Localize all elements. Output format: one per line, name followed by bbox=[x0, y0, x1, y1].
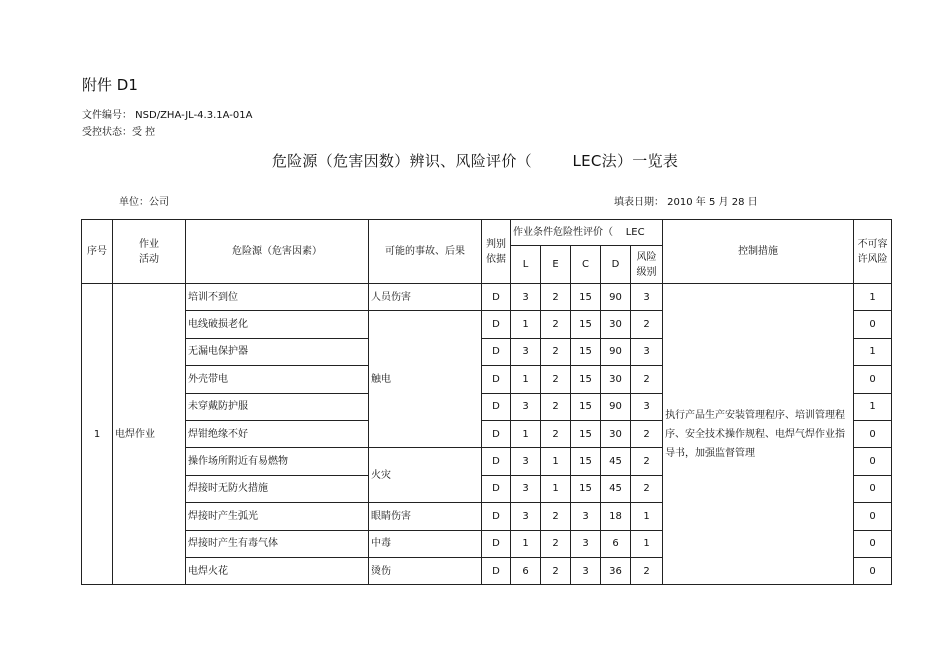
cell-l: 1 bbox=[511, 420, 541, 447]
header-level: 风险 级别 bbox=[631, 246, 663, 284]
header-l: L bbox=[511, 246, 541, 284]
cell-consequence: 眼睛伤害 bbox=[369, 503, 482, 530]
cell-consequence: 触电 bbox=[369, 311, 482, 448]
cell-unacceptable: 0 bbox=[854, 420, 892, 447]
cell-c: 15 bbox=[571, 393, 601, 420]
cell-d: 6 bbox=[601, 530, 631, 557]
header-measures: 控制措施 bbox=[663, 220, 854, 284]
cell-e: 2 bbox=[541, 503, 571, 530]
cell-d: 30 bbox=[601, 420, 631, 447]
cell-d: 45 bbox=[601, 448, 631, 475]
cell-e: 2 bbox=[541, 311, 571, 338]
cell-d: 30 bbox=[601, 366, 631, 393]
cell-d: 18 bbox=[601, 503, 631, 530]
cell-d: 30 bbox=[601, 311, 631, 338]
cell-consequence: 中毒 bbox=[369, 530, 482, 557]
cell-l: 1 bbox=[511, 366, 541, 393]
cell-unacceptable: 1 bbox=[854, 393, 892, 420]
cell-basis: D bbox=[482, 557, 511, 584]
cell-l: 1 bbox=[511, 311, 541, 338]
cell-e: 2 bbox=[541, 284, 571, 311]
cell-measures: 执行产品生产安装管理程序、培训管理程序、安全技术操作规程、电焊气焊作业指导书，加强监督管理 bbox=[663, 284, 854, 585]
header-unacceptable: 不可容 许风险 bbox=[854, 220, 892, 284]
cell-level: 2 bbox=[631, 557, 663, 584]
cell-hazard: 无漏电保护器 bbox=[186, 338, 369, 365]
header-c: C bbox=[571, 246, 601, 284]
cell-l: 3 bbox=[511, 338, 541, 365]
cell-level: 1 bbox=[631, 530, 663, 557]
cell-unacceptable: 0 bbox=[854, 475, 892, 502]
cell-c: 3 bbox=[571, 530, 601, 557]
header-seq: 序号 bbox=[82, 220, 113, 284]
cell-l: 3 bbox=[511, 503, 541, 530]
cell-basis: D bbox=[482, 475, 511, 502]
cell-e: 1 bbox=[541, 448, 571, 475]
cell-level: 3 bbox=[631, 393, 663, 420]
cell-hazard: 操作场所附近有易燃物 bbox=[186, 448, 369, 475]
unit-label: 单位：公司 bbox=[119, 197, 169, 208]
cell-c: 15 bbox=[571, 366, 601, 393]
cell-c: 15 bbox=[571, 448, 601, 475]
header-lec-group: 作业条件危险性评价（ LEC bbox=[511, 220, 663, 246]
cell-l: 3 bbox=[511, 448, 541, 475]
cell-l: 3 bbox=[511, 393, 541, 420]
cell-c: 15 bbox=[571, 475, 601, 502]
cell-level: 2 bbox=[631, 420, 663, 447]
cell-l: 3 bbox=[511, 475, 541, 502]
cell-level: 2 bbox=[631, 311, 663, 338]
table-row bbox=[82, 284, 892, 311]
cell-consequence: 人员伤害 bbox=[369, 284, 482, 311]
cell-basis: D bbox=[482, 393, 511, 420]
cell-basis: D bbox=[482, 530, 511, 557]
cell-basis: D bbox=[482, 366, 511, 393]
cell-hazard: 焊接时产生弧光 bbox=[186, 503, 369, 530]
cell-hazard: 电线破损老化 bbox=[186, 311, 369, 338]
cell-d: 90 bbox=[601, 338, 631, 365]
cell-e: 2 bbox=[541, 338, 571, 365]
cell-basis: D bbox=[482, 284, 511, 311]
cell-c: 15 bbox=[571, 338, 601, 365]
cell-basis: D bbox=[482, 448, 511, 475]
cell-seq: 1 bbox=[82, 284, 113, 585]
cell-c: 3 bbox=[571, 503, 601, 530]
cell-unacceptable: 1 bbox=[854, 284, 892, 311]
cell-hazard: 电焊火花 bbox=[186, 557, 369, 584]
cell-level: 2 bbox=[631, 366, 663, 393]
cell-d: 45 bbox=[601, 475, 631, 502]
cell-hazard: 外壳带电 bbox=[186, 366, 369, 393]
cell-d: 90 bbox=[601, 284, 631, 311]
cell-hazard: 焊接时无防火措施 bbox=[186, 475, 369, 502]
cell-e: 2 bbox=[541, 393, 571, 420]
attachment-label: 附件 D1 bbox=[82, 76, 138, 94]
cell-unacceptable: 0 bbox=[854, 503, 892, 530]
cell-c: 15 bbox=[571, 420, 601, 447]
cell-unacceptable: 0 bbox=[854, 557, 892, 584]
cell-l: 1 bbox=[511, 530, 541, 557]
header-activity: 作业 活动 bbox=[113, 220, 186, 284]
cell-unacceptable: 0 bbox=[854, 448, 892, 475]
cell-unacceptable: 0 bbox=[854, 530, 892, 557]
cell-activity: 电焊作业 bbox=[113, 284, 186, 585]
cell-level: 2 bbox=[631, 448, 663, 475]
cell-d: 36 bbox=[601, 557, 631, 584]
cell-c: 15 bbox=[571, 311, 601, 338]
page-title: 危险源（危害因数）辨识、风险评价（ LEC法）一览表 bbox=[271, 152, 679, 170]
cell-l: 6 bbox=[511, 557, 541, 584]
fill-date: 填表日期： 2010 年 5 月 28 日 bbox=[614, 197, 758, 208]
cell-level: 1 bbox=[631, 503, 663, 530]
cell-hazard: 培训不到位 bbox=[186, 284, 369, 311]
cell-c: 3 bbox=[571, 557, 601, 584]
header-e: E bbox=[541, 246, 571, 284]
document-number: 文件编号： NSD/ZHA-JL-4.3.1A-01A bbox=[82, 110, 253, 121]
header-consequence: 可能的事故、后果 bbox=[369, 220, 482, 284]
cell-hazard: 焊接时产生有毒气体 bbox=[186, 530, 369, 557]
cell-hazard: 未穿戴防护服 bbox=[186, 393, 369, 420]
cell-basis: D bbox=[482, 503, 511, 530]
cell-e: 2 bbox=[541, 530, 571, 557]
header-hazard: 危险源（危害因素） bbox=[186, 220, 369, 284]
cell-e: 2 bbox=[541, 420, 571, 447]
hazard-table bbox=[81, 219, 892, 585]
cell-e: 2 bbox=[541, 557, 571, 584]
cell-unacceptable: 1 bbox=[854, 338, 892, 365]
header-basis: 判别 依据 bbox=[482, 220, 511, 284]
cell-e: 2 bbox=[541, 366, 571, 393]
cell-consequence: 火灾 bbox=[369, 448, 482, 503]
cell-level: 2 bbox=[631, 475, 663, 502]
cell-consequence: 烫伤 bbox=[369, 557, 482, 584]
cell-unacceptable: 0 bbox=[854, 311, 892, 338]
cell-level: 3 bbox=[631, 284, 663, 311]
cell-level: 3 bbox=[631, 338, 663, 365]
cell-d: 90 bbox=[601, 393, 631, 420]
cell-unacceptable: 0 bbox=[854, 366, 892, 393]
cell-basis: D bbox=[482, 420, 511, 447]
header-d: D bbox=[601, 246, 631, 284]
cell-l: 3 bbox=[511, 284, 541, 311]
cell-hazard: 焊钳绝缘不好 bbox=[186, 420, 369, 447]
cell-basis: D bbox=[482, 311, 511, 338]
cell-basis: D bbox=[482, 338, 511, 365]
cell-e: 1 bbox=[541, 475, 571, 502]
control-status: 受控状态：受 控 bbox=[82, 127, 156, 138]
cell-c: 15 bbox=[571, 284, 601, 311]
